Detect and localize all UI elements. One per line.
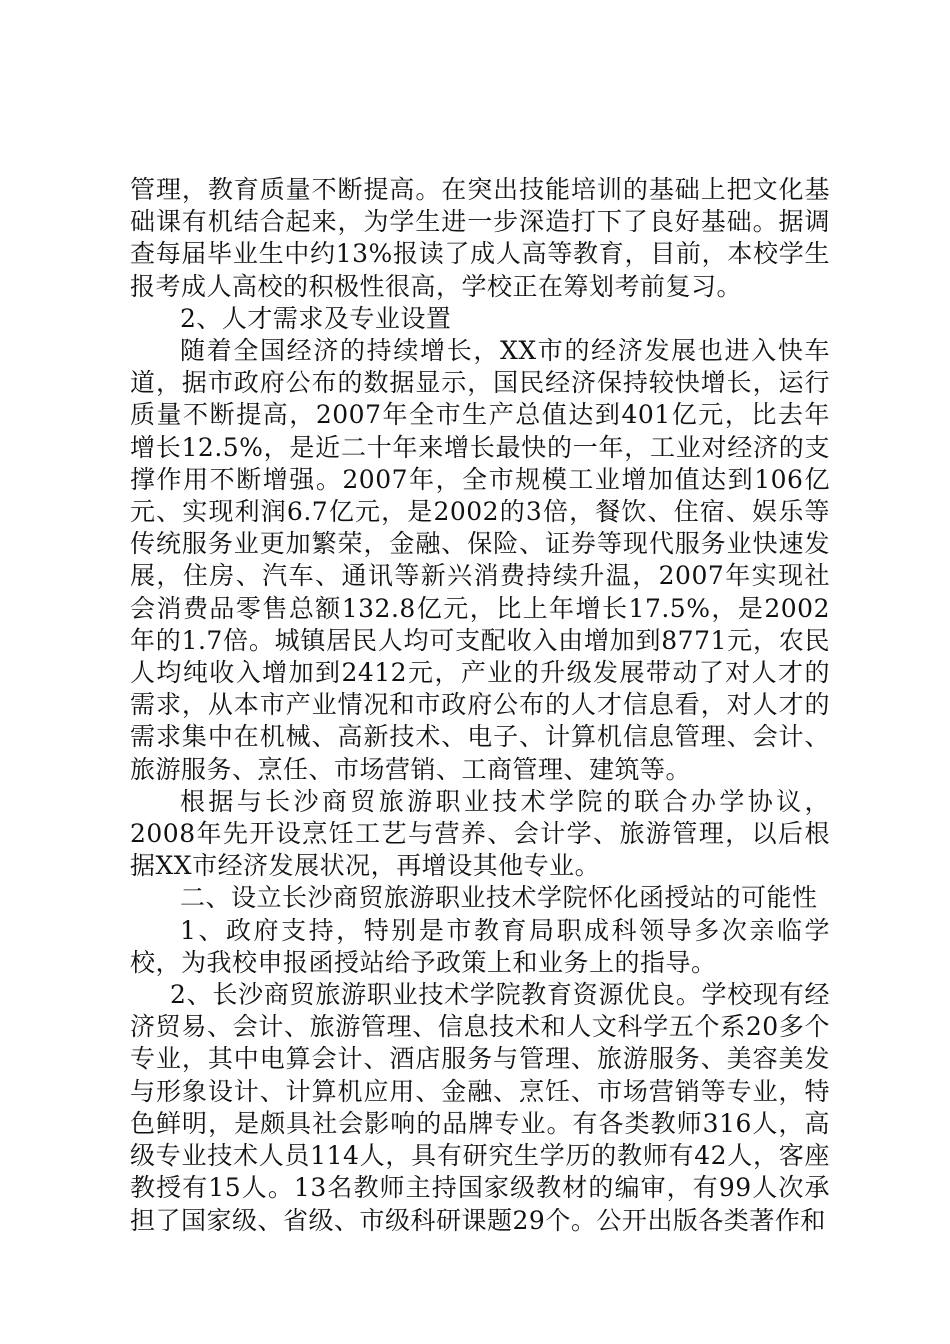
section-heading-feasibility: 二、设立长沙商贸旅游职业技术学院怀化函授站的可能性 xyxy=(180,883,818,913)
paragraph-1: 管理，教育质量不断提高。在突出技能培训的基础上把文化基础课有机结合起来，为学生进一步深造打下了良好基础。据调查每届毕业生中约13%报读了成人高等教育，目前，本校学生报考成人高校的积极性很高，学校正在筹划考前复习。 xyxy=(130,175,830,301)
document-body xyxy=(130,174,830,1237)
paragraph-education-resources: 2、长沙商贸旅游职业技术学院教育资源优良。学校现有经济贸易、会计、旅游管理、信息技术和人文科学五个系20多个专业，其中电算会计、酒店服务与管理、旅游服务、美容美发与形象设计、计算机应用、金融、烹饪、市场营销等专业，特色鲜明，是颇具社会影响的品牌专业。有各类教师316人，高级专业技术人员114人，具有研究生学历的教师有42人，客座教授有15人。13名教师主持国家级教材的编审，有99人次承担了国家级、省级、市级科研课题29个。公开出版各类著作和 xyxy=(130,980,830,1235)
paragraph-majors: 根据与长沙商贸旅游职业技术学院的联合办学协议，2008年先开设烹饪工艺与营养、会计学、旅游管理，以后根据XX市经济发展状况，再增设其他专业。 xyxy=(130,786,830,881)
section-heading-talent-demand: 2、人才需求及专业设置 xyxy=(180,303,452,333)
paragraph-government-support: 1、政府支持，特别是市教育局职成科领导多次亲临学校，为我校申报函授站给予政策上和业务上的指导。 xyxy=(130,915,830,977)
paragraph-economy: 随着全国经济的持续增长，XX市的经济发展也进入快车道，据市政府公布的数据显示，国民经济保持较快增长，运行质量不断提高，2007年全市生产总值达到401亿元，比去年增长12.5%，是近二十年来增长最快的一年，工业对经济的支撑作用不断增强。2007年，全市规模工业增加值达到106亿元、实现利润6.7亿元，是2002的3倍，餐饮、住宿、娱乐等传统服务业更加繁荣，金融、保险、证券等现代服务业快速发展，住房、汽车、通讯等新兴消费持续升温，2007年实现社会消费品零售总额132.8亿元，比上年增长17.5%，是2002年的1.7倍。城镇居民人均可支配收入由增加到8771元，农民人均纯收入增加到2412元，产业的升级发展带动了对人才的需求，从本市产业情况和市政府公布的人才信息看，对人才的需求集中在机械、高新技术、电子、计算机信息管理、会计、旅游服务、烹任、市场营销、工商管理、建筑等。 xyxy=(130,336,830,784)
